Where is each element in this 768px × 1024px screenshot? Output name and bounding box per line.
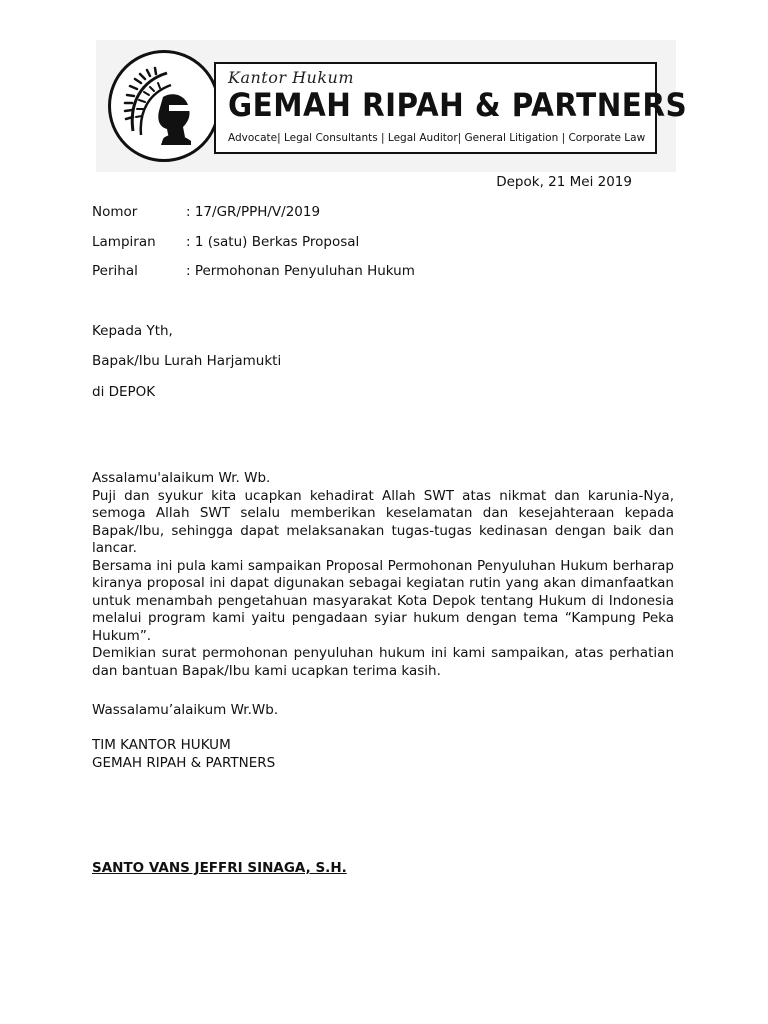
body-paragraph-1: Puji dan syukur kita ucapkan kehadirat Allah SWT atas nikmat dan karunia-Nya, semoga Allah SWT selalu memberikan keselamatan dan kesejahteraan kepada Bapak/Ibu, sehingga dapat melaksanakan tugas-tugas kedinasan dengan baik dan lancar. bbox=[92, 487, 674, 556]
brand-script-title: Kantor Hukum bbox=[228, 68, 355, 87]
rice-justice-icon bbox=[111, 53, 217, 159]
recipient-salutation: Kepada Yth, bbox=[92, 323, 173, 339]
letterhead bbox=[96, 40, 688, 172]
letter-body bbox=[92, 470, 674, 680]
body-greeting: Assalamu'alaikum Wr. Wb. bbox=[92, 470, 271, 486]
meta-label-lampiran: Lampiran bbox=[92, 234, 156, 250]
meta-value-perihal: : Permohonan Penyuluhan Hukum bbox=[186, 263, 415, 279]
meta-label-nomor: Nomor bbox=[92, 204, 138, 220]
signoff-line-1: TIM KANTOR HUKUM bbox=[92, 737, 231, 753]
closing-greeting: Wassalamu’alaikum Wr.Wb. bbox=[92, 702, 279, 718]
body-paragraph-3: Demikian surat permohonan penyuluhan hukum ini kami sampaikan, atas perhatian dan bantuan Bapak/Ibu kami ucapkan terima kasih. bbox=[92, 645, 674, 679]
letter-date: Depok, 21 Mei 2019 bbox=[496, 174, 632, 190]
meta-label-perihal: Perihal bbox=[92, 263, 138, 279]
firm-name: GEMAH RIPAH & PARTNERS bbox=[228, 86, 688, 124]
signoff-line-2: GEMAH RIPAH & PARTNERS bbox=[92, 755, 276, 771]
firm-logo bbox=[108, 50, 220, 162]
signer-name: SANTO VANS JEFFRI SINAGA, S.H. bbox=[92, 860, 347, 876]
body-paragraph-2: Bersama ini pula kami sampaikan Proposal Permohonan Penyuluhan Hukum berharap kiranya proposal ini dapat digunakan sebagai kegiatan rutin yang akan dimanfaatkan untuk menambah pengetahuan masyarakat Kota Depok tentang Hukum di Indonesia melalui program kami yaitu pengadaan syiar hukum dengan tema “Kampung Peka Hukum”. bbox=[92, 557, 674, 644]
recipient-name: Bapak/Ibu Lurah Harjamukti bbox=[92, 353, 282, 369]
meta-value-nomor: : 17/GR/PPH/V/2019 bbox=[186, 204, 321, 220]
meta-value-lampiran: : 1 (satu) Berkas Proposal bbox=[186, 234, 360, 250]
firm-tagline: Advocate| Legal Consultants | Legal Auditor| General Litigation | Corporate Law bbox=[228, 132, 646, 144]
firm-brand-box bbox=[214, 62, 688, 154]
recipient-place: di DEPOK bbox=[92, 384, 156, 400]
